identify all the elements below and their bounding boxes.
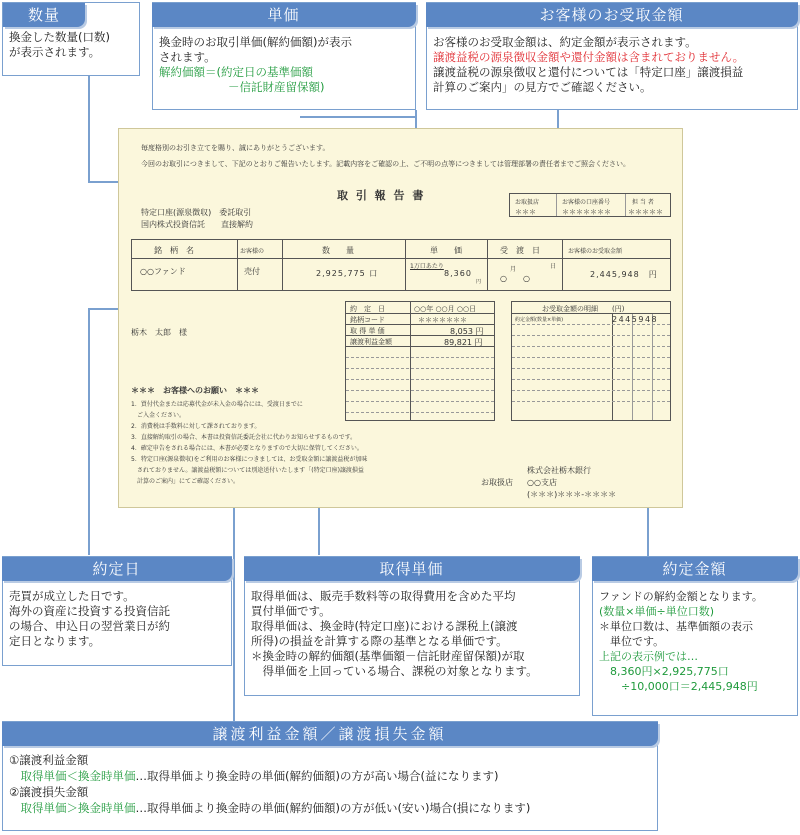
acquisition-price-label: 取 得 単 価 xyxy=(350,327,385,335)
receipt-amount-value: 2,445,948 円 xyxy=(590,270,658,279)
trade-date-label: 約 定 日 xyxy=(350,305,385,313)
receipt-line-1: お客様のお受取金額は、約定金額が表示されます。 xyxy=(433,35,697,49)
notice-item: ご入金ください。 xyxy=(131,412,186,419)
receipt-detail-row-value: 2445948 xyxy=(612,315,659,324)
loss-item-detail xyxy=(9,800,651,816)
acquisition-price-callout-title: 取得単価 xyxy=(244,557,580,581)
receipt-line-3: 譲渡益税の源泉徴収と還付については「特定口座」譲渡損益 xyxy=(433,65,744,79)
notice-list xyxy=(131,399,367,487)
unit-price-formula-2: －信託財産留保額) xyxy=(159,80,325,94)
receipt-detail-title: お受取金額の明細 (円) xyxy=(542,305,625,313)
quantity-line-1: 換金した数量(口数) xyxy=(9,30,110,44)
connector-price-h xyxy=(300,116,416,118)
contract-example-1: 上記の表示例では… xyxy=(599,650,698,663)
loss-item-condition: 取得単価＞換金時単価 xyxy=(9,801,136,815)
bank-name: 株式会社栃木銀行 xyxy=(527,466,591,475)
gain-item-explanation: …取得単価より換金時の単価(解約価額)の方が高い場合(益になります) xyxy=(135,769,499,783)
receipt-detail-table xyxy=(511,301,671,421)
notice-item: 2．消費税は手数料に対して課されております。 xyxy=(131,423,261,430)
receipt-line-4: 計算のご案内」の見方でご確認ください。 xyxy=(433,80,652,94)
notice-title: ＊＊＊ お客様へのお願い ＊＊＊ xyxy=(131,386,259,395)
acquisition-line-3: 取得単価は、換金時(特定口座)における課税上(譲渡 xyxy=(251,619,518,633)
notice-item: 4．確定申告をされる場合には、本書が必要となりますので大切に保管してください。 xyxy=(131,445,363,452)
acquisition-line-6: 得単価を上回っている場合、課税の対象となります。 xyxy=(251,664,538,678)
column-fund-name: 銘 柄 名 xyxy=(154,246,194,255)
notice-item: 5．特定口座(源泉徴収)をご利用のお客様につきましては、お受取金額に譲渡益税が加味 xyxy=(131,456,368,463)
contract-amount-callout-title: 約定金額 xyxy=(592,557,798,581)
acquisition-line-2: 買付単価です。 xyxy=(251,604,331,618)
connector-tradedate xyxy=(88,308,90,555)
quantity-callout xyxy=(2,2,140,76)
account-number-header: お客様の口座番号 xyxy=(562,199,611,206)
contract-example-3: ÷10,000口＝2,445,948円 xyxy=(599,680,758,693)
price-unit-note: 1万口あたり xyxy=(410,263,444,270)
delivery-date-value: ○ ○ xyxy=(500,274,530,283)
slip-account-type-2: 国内株式投資信託 直接解約 xyxy=(141,220,253,229)
staff-value: ＊＊＊＊＊ xyxy=(628,208,663,216)
slip-title: 取 引 報 告 書 xyxy=(337,189,426,202)
notice-item: されておりません。譲渡益税額については別途送付いたします「(特定口座)譲渡損益 xyxy=(131,467,364,474)
branch-header: お取扱店 xyxy=(515,199,540,206)
receipt-callout xyxy=(426,2,798,110)
trade-date-line-1: 売買が成立した日です。 xyxy=(9,589,135,603)
trade-date-callout xyxy=(2,556,232,666)
contract-line-1: ファンドの解約金額となります。 xyxy=(599,590,763,603)
column-delivery-date: 受 渡 日 xyxy=(500,246,540,255)
notice-item: 3．直接解約取引の場合、本書は投資信託委託会社に代わりお知らせするものです。 xyxy=(131,434,357,441)
fund-code-value: ＊＊＊＊＊＊＊ xyxy=(418,316,467,324)
price-yen: 円 xyxy=(476,279,482,285)
unit-price-line-2: されます。 xyxy=(159,50,216,64)
quantity-value: 2,925,775 口 xyxy=(316,269,379,278)
gain-item-title: ①譲渡利益金額 xyxy=(9,753,89,767)
trade-date-line-2: 海外の資産に投資する投資信託 xyxy=(9,604,170,618)
trade-type: 売付 xyxy=(244,267,260,276)
branch-phone: (＊＊＊)＊＊＊-＊＊＊＊ xyxy=(527,490,617,499)
unit-price-line-1: 換金時のお取引単価(解約価額)が表示 xyxy=(159,35,352,49)
receipt-warning: 譲渡益税の源泉徴収金額や還付金額は含まれておりません。 xyxy=(433,50,745,64)
date-day-label: 日 xyxy=(550,263,557,270)
gain-item-detail xyxy=(9,768,651,784)
slip-greeting-2: 今回のお取引につきまして、下記のとおりご報告いたします。記載内容をご確認の上、ご不明の点等につきましては管理部署の責任者までご照会ください。 xyxy=(141,160,631,168)
fund-code-label: 銘柄コード xyxy=(350,316,385,324)
quantity-callout-title: 数量 xyxy=(3,3,85,27)
gain-loss-callout xyxy=(2,721,658,831)
branch-value: ＊＊＊ xyxy=(515,208,536,216)
acquisition-line-5: ＊換金時の解約価額(基準価額－信託財産留保額)が取 xyxy=(251,649,525,663)
contract-note-2: 単位です。 xyxy=(599,635,665,648)
customer-name: 栃木 太郎 様 xyxy=(131,328,187,337)
column-quantity: 数 量 xyxy=(322,246,354,255)
trade-date-value: ○○年 ○○月 ○○日 xyxy=(414,305,477,313)
trade-date-line-4: 定日となります。 xyxy=(9,634,101,648)
date-month-label: 月 xyxy=(510,266,517,273)
contract-note-1: ＊単位口数は、基準価額の表示 xyxy=(599,620,753,633)
gain-item-condition: 取得単価＜換金時単価 xyxy=(9,769,136,783)
loss-item-title: ②譲渡損失金額 xyxy=(9,785,89,799)
gain-loss-callout-title: 譲渡利益金額／譲渡損失金額 xyxy=(2,722,658,746)
contract-amount-callout xyxy=(592,556,798,716)
loss-item-explanation: …取得単価より換金時の単価(解約価額)の方が低い(安い)場合(損になります) xyxy=(135,801,531,815)
acquisition-line-1: 取得単価は、販売手数料等の取得費用を含めた平均 xyxy=(251,589,516,603)
slip-account-type-1: 特定口座(源泉徴収) 委託取引 xyxy=(141,208,252,217)
staff-header: 担 当 者 xyxy=(632,199,654,206)
branch-info-table xyxy=(509,193,671,217)
trade-date-line-3: の場合、申込日の翌営業日が約 xyxy=(9,619,170,633)
notice-item: 計算のご案内」にてご確認ください。 xyxy=(131,478,240,485)
branch-name: ○○支店 xyxy=(527,478,557,487)
contract-formula: (数量×単価÷単位口数) xyxy=(599,605,715,618)
trade-main-table xyxy=(131,239,671,291)
account-number-value: ＊＊＊＊＊＊＊ xyxy=(562,208,611,216)
gain-amount-label: 譲渡利益金額 xyxy=(350,338,392,346)
trade-detail-table xyxy=(345,301,495,421)
trade-date-callout-title: 約定日 xyxy=(2,557,232,581)
column-unit-price: 単 価 xyxy=(430,246,462,255)
receipt-detail-row-label: 約定金額(数量×単価) xyxy=(515,317,564,323)
fund-name: ○○ファンド xyxy=(140,267,186,276)
unit-price-formula-1: 解約価額＝(約定日の基準価額 xyxy=(159,65,313,79)
unit-price-callout-title: 単価 xyxy=(152,3,416,27)
receipt-callout-title: お客様のお受取金額 xyxy=(426,3,798,27)
unit-price-callout xyxy=(152,2,416,110)
trade-report-slip xyxy=(118,128,683,508)
notice-item: 1．買付代金または応募代金が未入金の場合には、受渡日までに xyxy=(131,401,303,408)
slip-greeting-1: 毎度格別のお引き立てを賜り、誠にありがとうございます。 xyxy=(141,144,330,152)
gain-amount-value: 89,821 円 xyxy=(444,338,483,347)
acquisition-price-callout xyxy=(244,556,580,696)
contract-example-2: 8,360円×2,925,775口 xyxy=(599,665,729,678)
branch-label: お取扱店 xyxy=(481,478,513,487)
acquisition-line-4: 所得)の損益を計算する際の基準となる単価です。 xyxy=(251,634,508,648)
column-type: お客様の xyxy=(240,248,265,255)
acquisition-price-value: 8,053 円 xyxy=(450,327,484,336)
quantity-line-2: が表示されます。 xyxy=(9,45,101,59)
price-value: 8,360 xyxy=(444,269,472,278)
column-receipt-amount: お客様のお受取金額 xyxy=(568,248,623,255)
connector-quantity xyxy=(88,76,90,182)
